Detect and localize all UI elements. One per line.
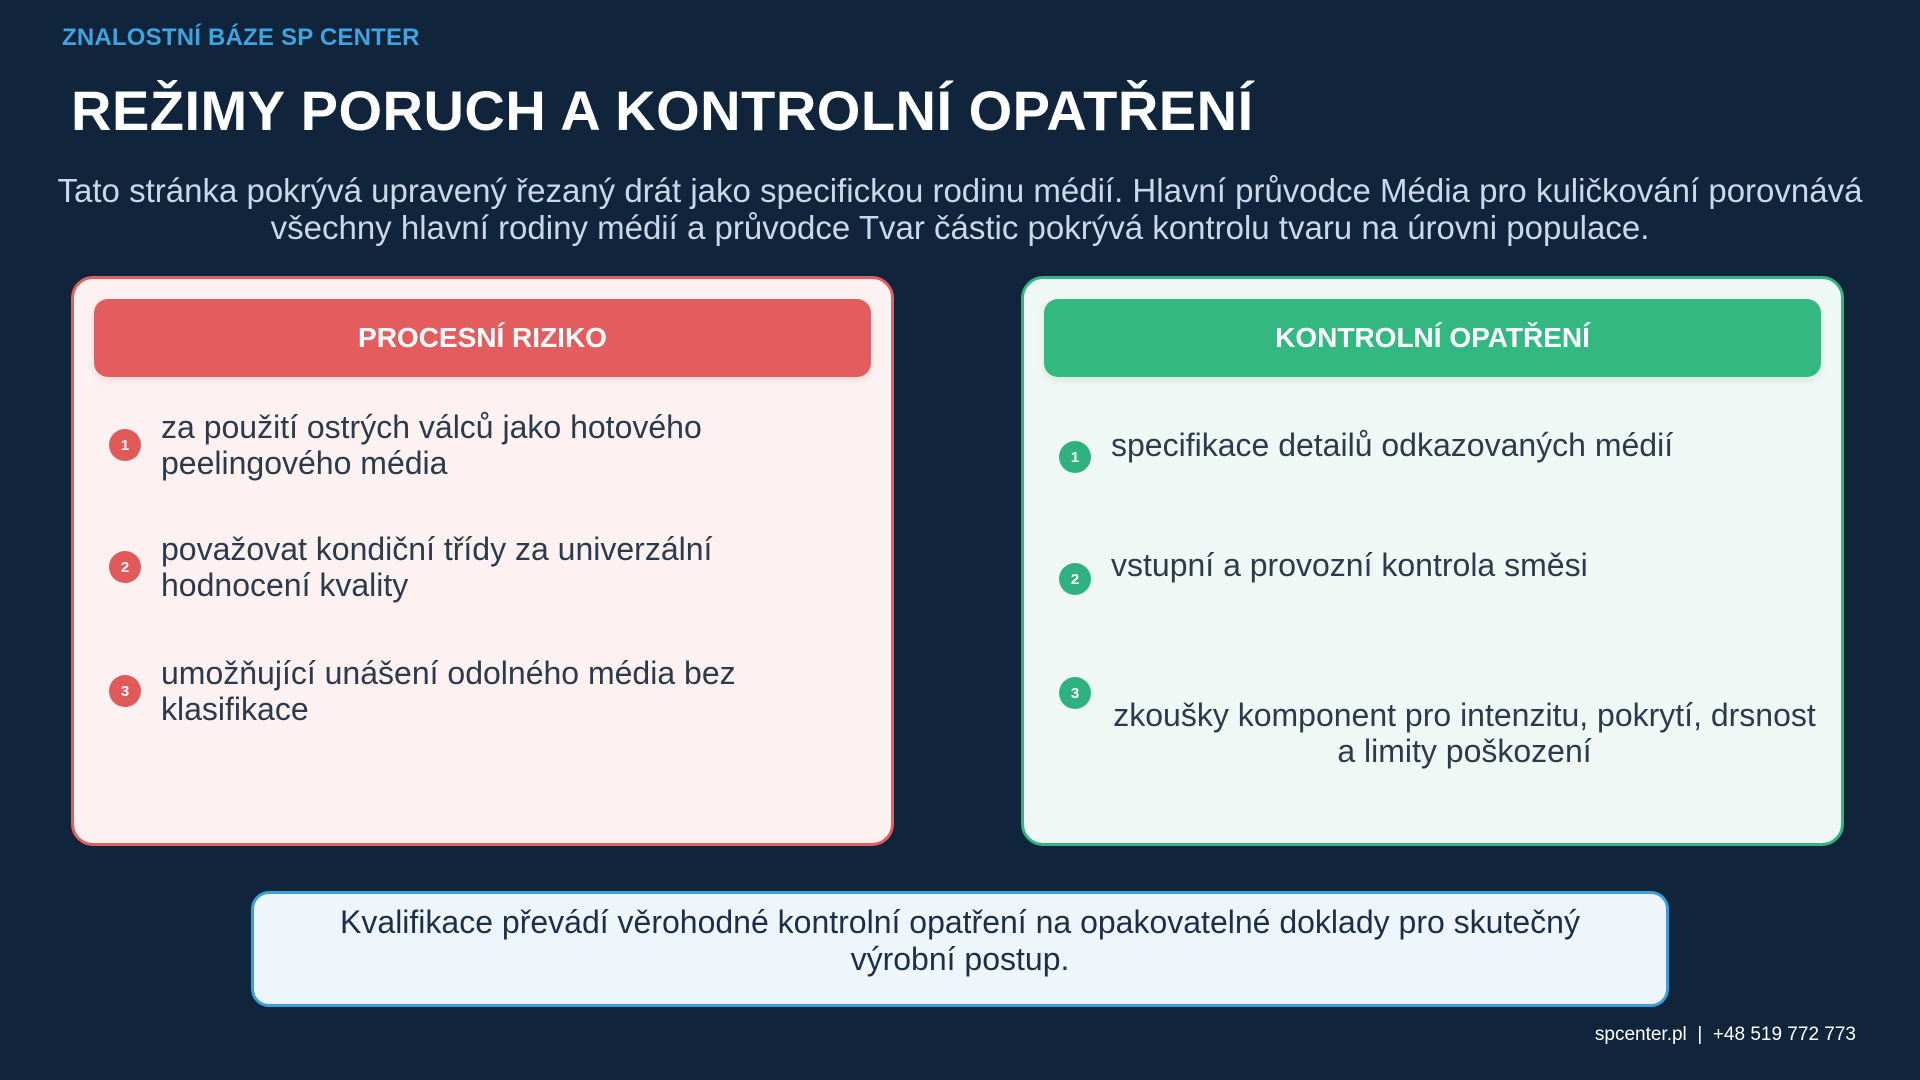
control-measures-panel [1021, 276, 1844, 846]
number-badge: 3 [109, 675, 141, 707]
number-badge: 1 [1059, 441, 1091, 473]
control-item-text: zkoušky komponent pro intenzitu, pokrytí, drsnost a limity poškození [1113, 697, 1816, 769]
risk-item-text: považovat kondiční třídy za univerzální hodnocení kvality [161, 531, 713, 603]
process-risk-heading: PROCESNÍ RIZIKO [94, 299, 871, 377]
summary-callout: Kvalifikace převádí věrohodné kontrolní opatření na opakovatelné doklady pro skutečný výrobní postup. [251, 891, 1669, 1007]
risk-item-text: umožňující unášení odolného média bez klasifikace [161, 655, 736, 727]
intro-text: Tato stránka pokrývá upravený řezaný drát jako specifickou rodinu médií. Hlavní průvodce Média pro kuličkování porovnává všechny hlavní rodiny médií a průvodce Tvar částic pokrývá kontrolu tvaru na úrovni populace. [57, 172, 1863, 246]
number-badge: 2 [1059, 563, 1091, 595]
control-item-text: vstupní a provozní kontrola směsi [1111, 547, 1588, 583]
risk-item-text: za použití ostrých válců jako hotového peelingového média [161, 409, 702, 481]
footer-contact: spcenter.pl | +48 519 772 773 [1594, 1024, 1856, 1045]
knowledge-base-kicker: ZNALOSTNÍ BÁZE SP CENTER [62, 24, 420, 51]
number-badge: 3 [1059, 677, 1091, 709]
control-measures-heading: KONTROLNÍ OPATŘENÍ [1044, 299, 1821, 377]
number-badge: 1 [109, 429, 141, 461]
page-title: REŽIMY PORUCH A KONTROLNÍ OPATŘENÍ [71, 79, 1254, 142]
number-badge: 2 [109, 551, 141, 583]
control-item-text: specifikace detailů odkazovaných médií [1111, 427, 1674, 463]
process-risk-panel [71, 276, 894, 846]
